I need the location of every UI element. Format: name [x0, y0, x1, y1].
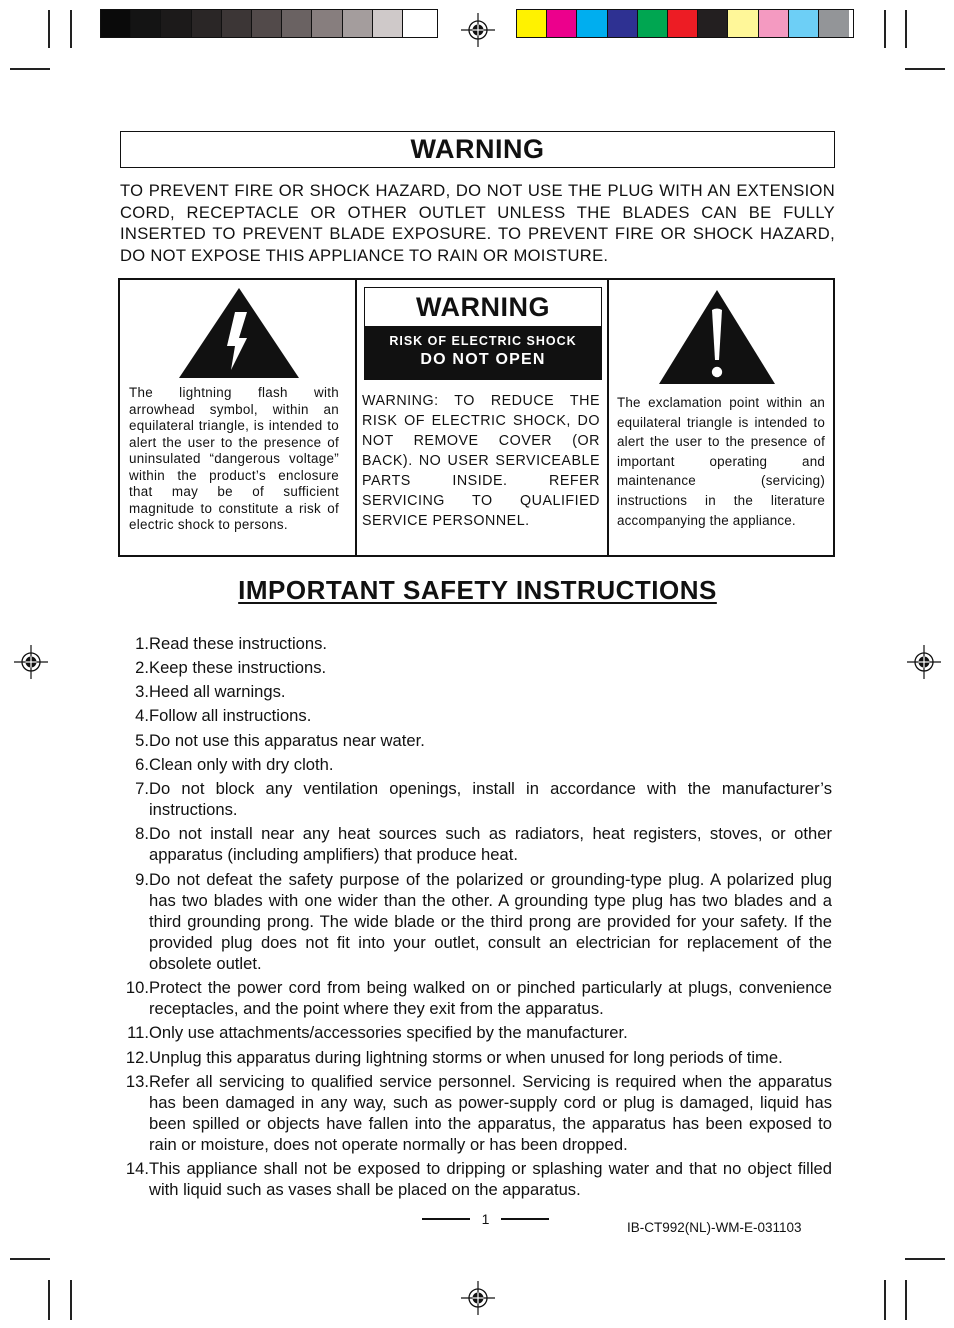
instruction-number: 7.: [135, 779, 149, 798]
color-swatch: [728, 10, 758, 37]
instruction-number: 8.: [135, 824, 149, 843]
color-swatch: [547, 10, 577, 37]
safety-instructions-title: IMPORTANT SAFETY INSTRUCTIONS: [238, 575, 717, 605]
instruction-item: [120, 754, 832, 775]
instruction-item: [120, 633, 832, 654]
instruction-number: 3.: [135, 682, 149, 701]
gray-swatch: [252, 10, 282, 37]
grayscale-color-bar: [100, 9, 438, 38]
instruction-number: 9.: [135, 870, 149, 889]
instruction-text: Refer all servicing to qualified service personnel. Servicing is required when the apparatus has been damaged in any way, such as power-supply cord or plug is damaged, liquid has been spilled or objects have fallen into the apparatus, the apparatus has been exposed to rain or moisture, does not operate normally or has been dropped.: [149, 1072, 832, 1154]
warning-paragraph: TO PREVENT FIRE OR SHOCK HAZARD, DO NOT USE THE PLUG WITH AN EXTENSION CORD, RECEPTACLE OR OTHER OUTLET UNLESS THE BLADES CAN BE FULLY INSERTED TO PREVENT BLADE EXPOSURE. TO PREVENT FIRE OR SHOCK HAZARD, DO NOT EXPOSE THIS APPLIANCE TO RAIN OR MOISTURE.: [120, 181, 835, 265]
instruction-number: 11.: [127, 1023, 149, 1042]
instruction-text: Heed all warnings.: [149, 682, 286, 701]
page-number-value: 1: [481, 1211, 490, 1227]
instruction-number: 4.: [135, 706, 149, 725]
instruction-item: [120, 657, 832, 678]
instruction-text: Do not block any ventilation openings, install in accordance with the manufacturer’s instructions.: [149, 779, 832, 819]
registration-mark-icon: [907, 645, 941, 679]
instruction-text: This appliance shall not be exposed to dripping or splashing water and that no object filled with liquid such as vases shall be placed on the apparatus.: [149, 1159, 832, 1199]
registration-mark-icon: [14, 645, 48, 679]
color-swatch: [819, 10, 849, 37]
instruction-text: Unplug this apparatus during lightning storms or when unused for long periods of time.: [149, 1048, 783, 1067]
instruction-text: Do not install near any heat sources such as radiators, heat registers, stoves, or other apparatus (including amplifiers) that produce heat.: [149, 824, 832, 864]
color-swatch: [698, 10, 728, 37]
page-number: [420, 1210, 551, 1228]
registration-mark-icon: [461, 13, 495, 47]
instruction-number: 5.: [135, 731, 149, 750]
color-swatch: [577, 10, 607, 37]
inner-warning-title: WARNING: [416, 291, 550, 322]
risk-band-line1: RISK OF ELECTRIC SHOCK: [389, 334, 577, 348]
risk-band-line2: DO NOT OPEN: [420, 351, 546, 368]
process-color-bar: [516, 9, 854, 38]
instruction-text: Protect the power cord from being walked on or pinched particularly at plugs, convenience receptacles, and the point where they exit from the apparatus.: [149, 978, 832, 1018]
instruction-text: Do not defeat the safety purpose of the polarized or grounding-type plug. A polarized plug has two blades with one wider than the other. A grounding type plug has two blades and a third grounding prong. The wide blade or the third prong are provided for your safety. If the provided plug does not fit into your outlet, consult an electrician for replacement of the obsolete outlet.: [149, 870, 832, 973]
center-warning-description: WARNING: TO REDUCE THE RISK OF ELECTRIC SHOCK, DO NOT REMOVE COVER (OR BACK). NO USER SERVICEABLE PARTS INSIDE. REFER SERVICING TO QUALIFIED SERVICE PERSONNEL.: [362, 393, 600, 529]
instruction-item: [120, 730, 832, 751]
instruction-item: [120, 1071, 832, 1155]
gray-swatch: [222, 10, 252, 37]
instruction-text: Keep these instructions.: [149, 658, 327, 677]
color-swatch: [608, 10, 638, 37]
instruction-item: [120, 778, 832, 820]
lightning-triangle-icon: [177, 286, 301, 380]
instruction-item: [120, 1158, 832, 1200]
instruction-text: Read these instructions.: [149, 634, 328, 653]
gray-swatch: [101, 10, 131, 37]
instruction-item: [120, 977, 832, 1019]
instruction-number: 6.: [135, 755, 149, 774]
exclamation-triangle-icon: [657, 288, 777, 386]
gray-swatch: [373, 10, 403, 37]
registration-mark-icon: [461, 1281, 495, 1315]
document-code: IB-CT992(NL)-WM-E-031103: [627, 1220, 802, 1235]
instruction-number: 12.: [125, 1048, 149, 1067]
instruction-item: [120, 1047, 832, 1068]
risk-band: [365, 326, 601, 379]
gray-swatch: [192, 10, 222, 37]
gray-swatch: [312, 10, 342, 37]
instruction-item: [120, 705, 832, 726]
instruction-item: [120, 1022, 832, 1043]
instruction-text: Follow all instructions.: [149, 706, 312, 725]
instruction-text: Clean only with dry cloth.: [149, 755, 334, 774]
color-swatch: [668, 10, 698, 37]
instruction-number: 2.: [135, 658, 149, 677]
gray-swatch: [282, 10, 312, 37]
gray-swatch: [343, 10, 373, 37]
gray-swatch: [131, 10, 161, 37]
inner-warning-label: [364, 287, 602, 380]
instruction-item: [120, 823, 832, 865]
instructions-list: [120, 633, 832, 1200]
exclamation-description: The exclamation point within an equilateral triangle is intended to alert the user to the presence of important operating and maintenance (servicing) instructions in the literature accompanying the appliance.: [617, 395, 825, 528]
instruction-number: 10.: [125, 978, 149, 997]
safety-symbols-table: [118, 278, 835, 557]
warning-title: WARNING: [410, 134, 545, 164]
color-swatch: [638, 10, 668, 37]
instruction-item: [120, 681, 832, 702]
color-swatch: [759, 10, 789, 37]
gray-swatch: [403, 10, 433, 37]
instruction-text: Do not use this apparatus near water.: [149, 731, 425, 750]
instruction-number: 1.: [135, 634, 149, 653]
color-swatch: [789, 10, 819, 37]
lightning-description: The lightning flash with arrowhead symbol, within an equilateral triangle, is intended to alert the user to the presence of uninsulated “dangerous voltage” within the product’s enclosure that may be of sufficient magnitude to constitute a risk of electric shock to persons.: [129, 385, 339, 532]
gray-swatch: [161, 10, 191, 37]
instruction-text: Only use attachments/accessories specified by the manufacturer.: [149, 1023, 628, 1042]
warning-heading: [120, 131, 835, 168]
instruction-number: 13.: [125, 1072, 149, 1091]
instruction-item: [120, 869, 832, 974]
color-swatch: [517, 10, 547, 37]
instruction-number: 14.: [125, 1159, 149, 1178]
